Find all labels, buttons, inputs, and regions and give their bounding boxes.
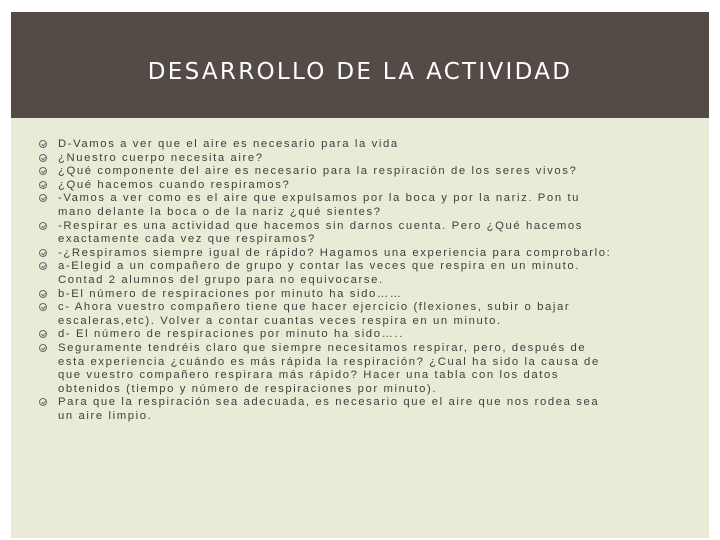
title-bar [11,12,709,118]
bullet-item [39,301,689,328]
check-circle-icon [39,140,47,148]
bullet-item [39,192,689,219]
bullet-line: ¿Nuestro cuerpo necesita aire? [58,151,264,164]
slide [11,12,709,538]
check-circle-icon [39,154,47,162]
bullet-line: mano delante la boca o de la nariz ¿qué sientes? [58,205,382,218]
bullet-line: esta experiencia ¿cuándo es más rápida la respiración? ¿Cual ha sido la causa de [58,355,600,368]
bullet-list [39,138,689,423]
check-circle-icon [39,181,47,189]
bullet-text [58,138,689,152]
bullet-line: que vuestro compañero respirara más rápido? Hacer una tabla con los datos [58,369,560,382]
bullet-line: -Respirar es una actividad que hacemos sin darnos cuenta. Pero ¿Qué hacemos [58,219,584,232]
check-circle-icon [39,344,47,352]
bullet-item [39,342,689,396]
bullet-line: un aire limpio. [58,409,153,422]
bullet-text [58,396,689,423]
bullet-line: obtenidos (tiempo y número de respiraciones por minuto). [58,382,438,395]
check-circle-icon [39,303,47,311]
bullet-text [58,152,689,166]
bullet-item [39,247,689,261]
bullet-line: exactamente cada vez que respiramos? [58,233,316,246]
bullet-line: D-Vamos a ver que el aire es necesario para la vida [58,138,399,150]
slide-title: DESARROLLO DE LA ACTIVIDAD [147,58,573,85]
bullet-item [39,328,689,342]
bullet-item [39,165,689,179]
check-circle-icon [39,167,47,175]
bullet-text [58,165,689,179]
bullet-item [39,179,689,193]
bullet-text [58,220,689,247]
bullet-line: Seguramente tendréis claro que siempre necesitamos respirar, pero, después de [58,341,587,354]
check-circle-icon [39,330,47,338]
bullet-line: a-Elegid a un compañero de grupo y contar las veces que respira en un minuto. [58,260,580,273]
bullet-text [58,179,689,193]
check-circle-icon [39,222,47,230]
bullet-line: ¿Qué componente del aire es necesario para la respiración de los seres vivos? [58,165,578,178]
bullet-item [39,138,689,152]
bullet-line: -¿Respiramos siempre igual de rápido? Hagamos una experiencia para comprobarlo: [58,246,612,259]
bullet-line: ¿Qué hacemos cuando respiramos? [58,178,291,191]
bullet-line: Contad 2 alumnos del grupo para no equivocarse. [58,273,384,286]
bullet-text [58,260,689,287]
bullet-item [39,152,689,166]
bullet-item [39,220,689,247]
check-circle-icon [39,398,47,406]
bullet-line: Para que la respiración sea adecuada, es necesario que el aire que nos rodea sea [58,396,600,409]
bullet-line: c- Ahora vuestro compañero tiene que hacer ejercicio (flexiones, subir o bajar [58,301,571,314]
bullet-text [58,328,689,342]
bullet-line: d- El número de respiraciones por minuto ha sido….. [58,328,404,341]
bullet-text [58,247,689,261]
bullet-text [58,288,689,302]
bullet-text [58,192,689,219]
bullet-text [58,301,689,328]
bullet-line: -Vamos a ver como es el aire que expulsamos por la boca y por la nariz. Pon tu [58,192,581,205]
check-circle-icon [39,290,47,298]
bullet-item [39,396,689,423]
bullet-text [58,342,689,396]
bullet-line: escaleras,etc). Volver a contar cuantas veces respira en un minuto. [58,314,502,327]
check-circle-icon [39,249,47,257]
check-circle-icon [39,194,47,202]
check-circle-icon [39,262,47,270]
bullet-line: b-El número de respiraciones por minuto ha sido…… [58,287,403,300]
bullet-item [39,260,689,287]
bullet-item [39,288,689,302]
